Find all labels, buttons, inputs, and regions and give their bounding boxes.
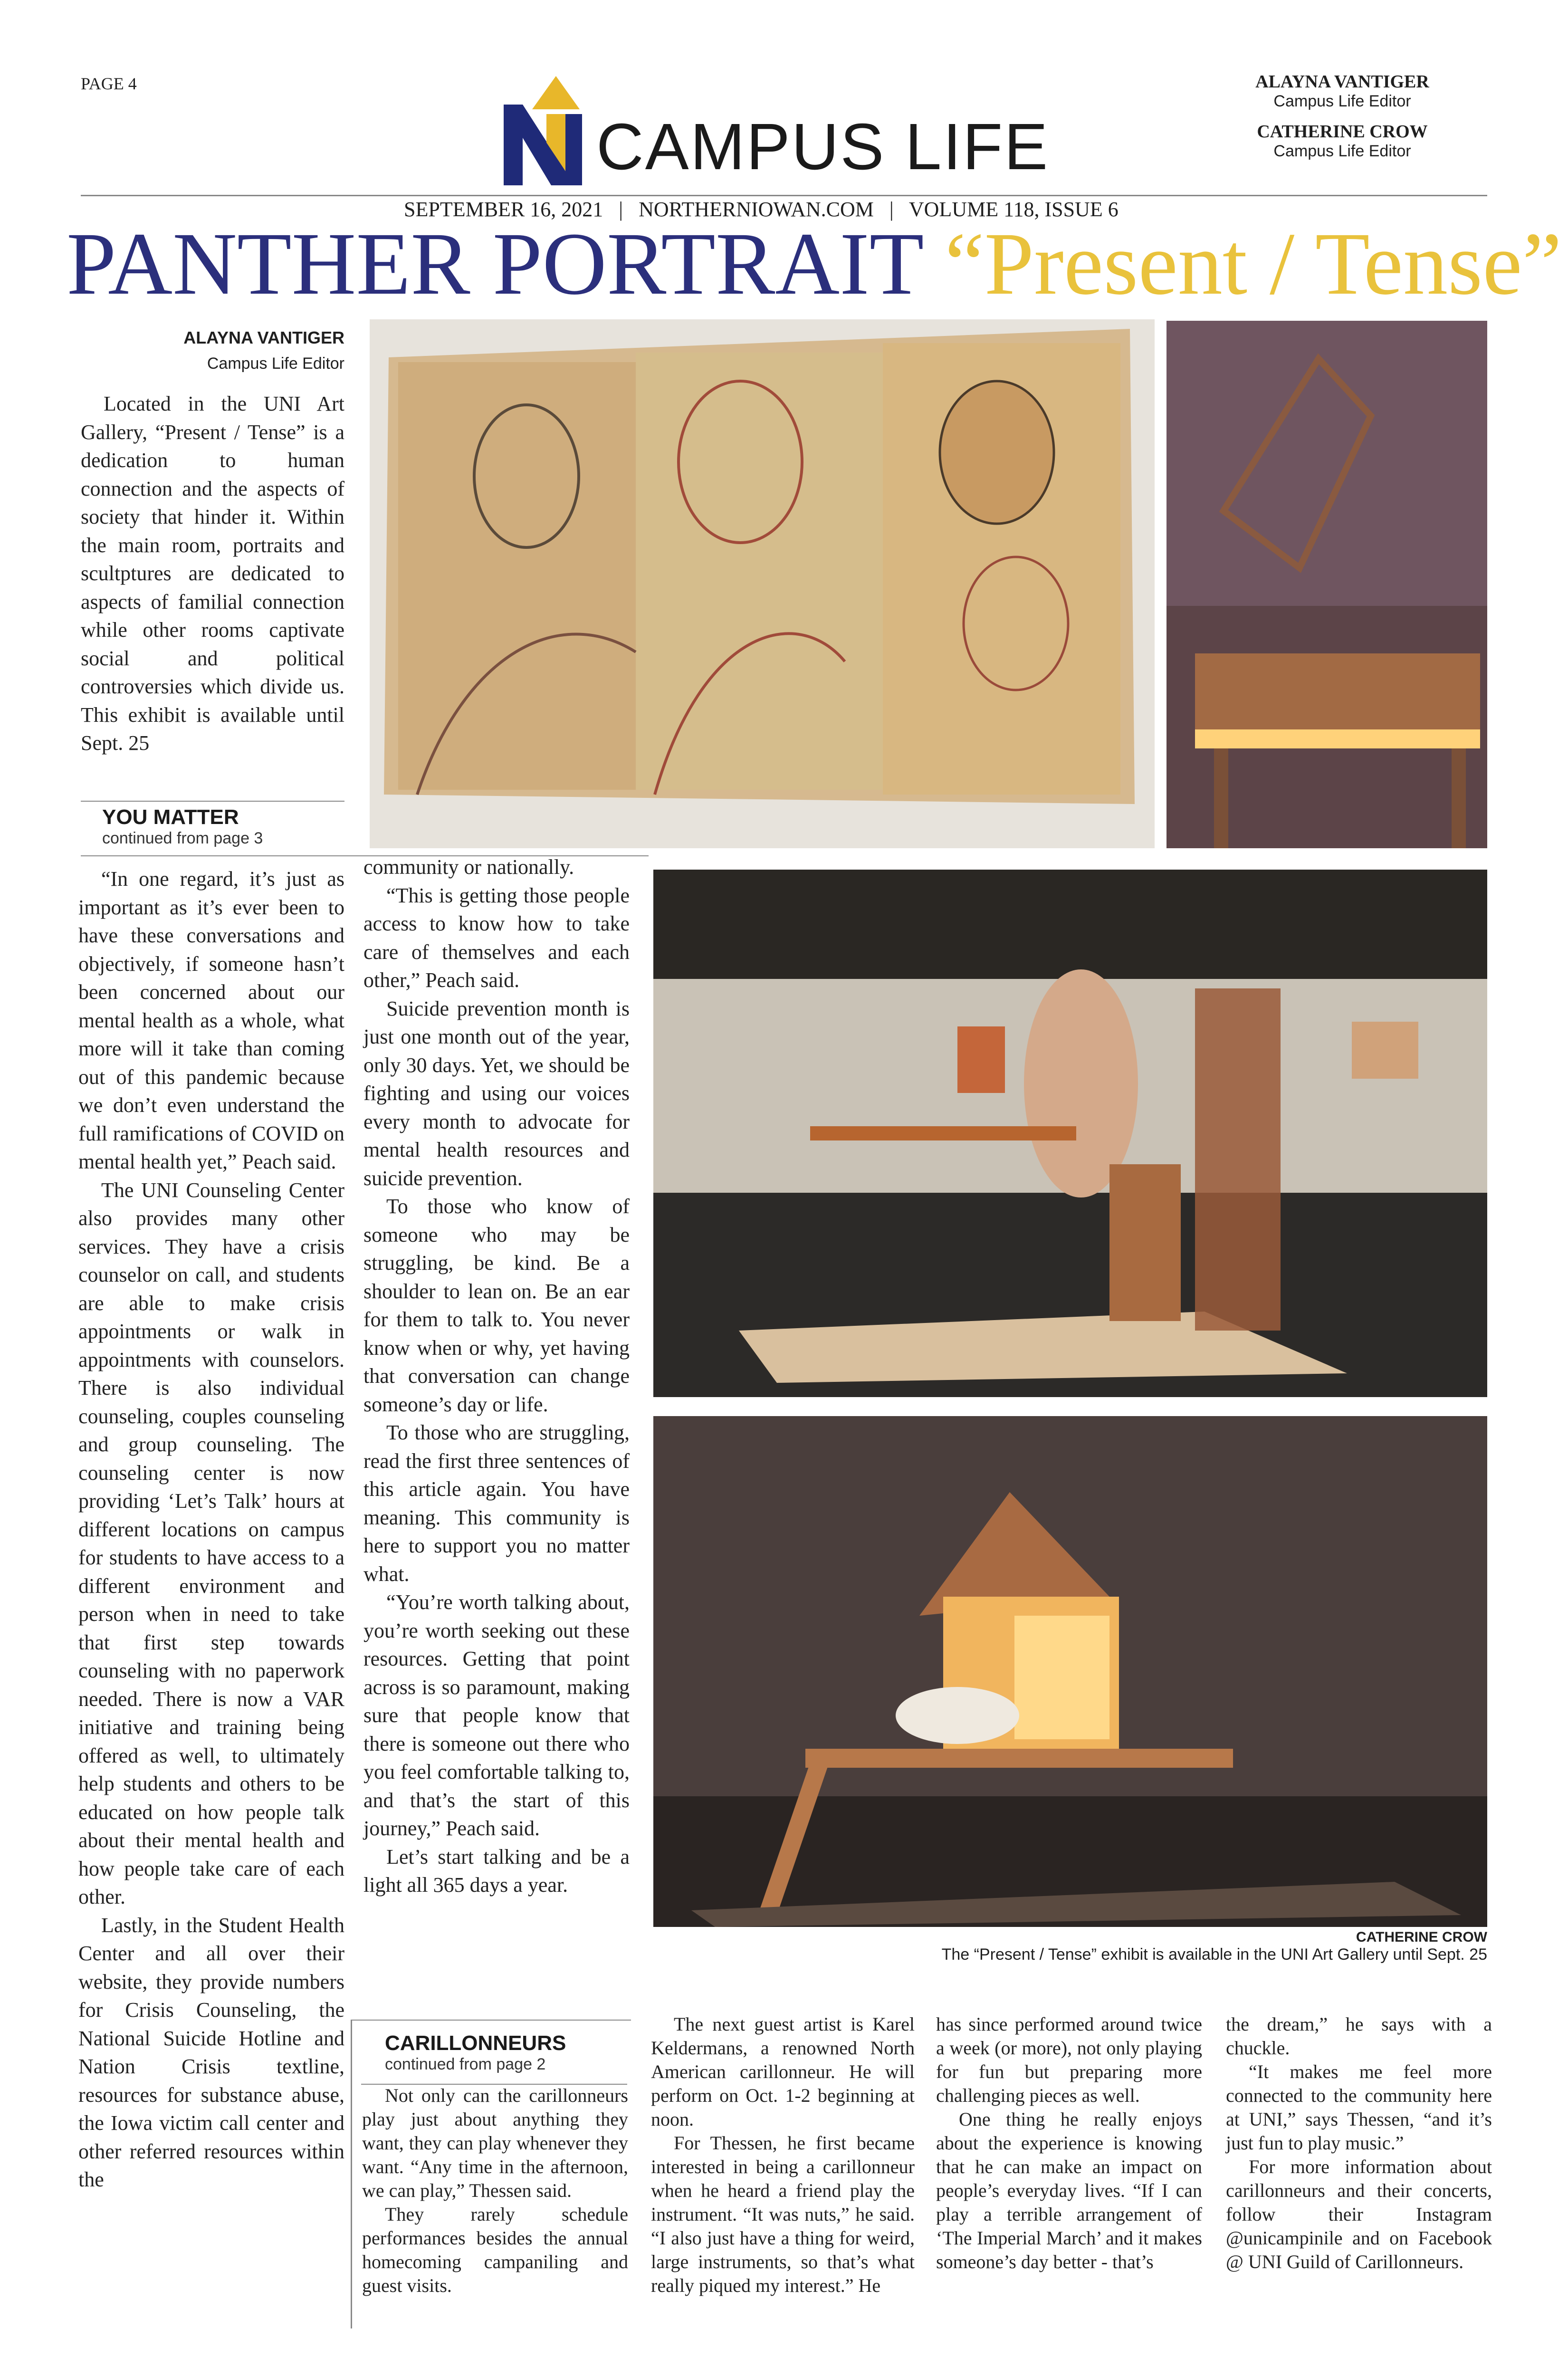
photo-house-sculpture [653,1416,1487,1927]
you-matter-header [102,805,263,848]
editor-name-1: ALAYNA VANTIGER [1255,72,1429,92]
photo-credit [653,1929,1487,1964]
editor-block [1235,71,1449,161]
photo-gallery-room [653,870,1487,1397]
headline-main: PANTHER PORTRAIT [67,214,923,313]
photo-chair-sculpture [1166,321,1487,848]
carillonneurs-title: CARILLONNEURS [385,2031,566,2055]
carillonneurs-para: The next guest artist is Karel Keldermans, a renowned North American carillonneur. He will perform on Oct. 1-2 beginning at noon. [651,2013,915,2130]
carillonneurs-para: Not only can the carillonneurs play just about anything they want, they can play whenever they want. “Any time in the afternoon, we can play,” Thessen said. [362,2085,628,2201]
story-intro [81,390,344,757]
headline [67,216,1562,311]
photo-portrait-painting [370,319,1155,848]
campus-life-logo [494,76,589,185]
carillonneurs-header [385,2031,566,2074]
story-intro-text: Located in the UNI Art Gallery, “Present / Tense” is a dedication to human connection and the aspects of society that hinder it. Within the main room, portraits and scultptures are dedicated to aspects of familial connection while other rooms captivate social and political controversies which divide us. This exhibit is available until Sept. 25 [81,392,344,755]
you-matter-title: YOU MATTER [102,805,239,829]
editor-role-1: Campus Life Editor [1273,92,1411,110]
photo-credit-caption: The “Present / Tense” exhibit is available in the UNI Art Gallery until Sept. 25 [941,1945,1487,1964]
carillonneurs-col4 [1226,2012,1492,2274]
carillonneurs-para: the dream,” he says with a chuckle. [1226,2013,1492,2059]
you-matter-continued: continued from page 3 [102,829,263,847]
you-matter-para: The UNI Counseling Center also provides many other services. They have a crisis counselor on call, and students are able to make crisis appointments or walk in appointments with counselors. There is also individual counseling, couples counseling and group counseling. The counseling center is now providing ‘Let’s Talk’ hours at different locations on campus for students to have access to a different environment and person when in need to take that first step towards counseling with no paperwork needed. There is now a VAR initiative and training being offered as well, to ultimately help students and others to be educated on how people talk about their mental health and how people take care of each other. [78,1178,344,1908]
story-byline-role: Campus Life Editor [207,354,344,373]
carillonneurs-col1 [362,2084,628,2298]
you-matter-col2 [363,853,630,1899]
you-matter-para: “You’re worth talking about, you’re worth seeking out these resources. Getting that point across is so paramount, making sure that people know that there is someone out there who you feel comfortable talking to, and that’s the start of this journey,” Peach said. [363,1590,630,1840]
section-title: CAMPUS LIFE [596,110,1050,183]
you-matter-col1 [78,865,344,2194]
headline-sub: “Present / Tense” [945,214,1562,313]
page-number: PAGE 4 [81,74,137,93]
you-matter-para: “In one regard, it’s just as important as it’s ever been to have these conversations and objectively, if someone hasn’t been concerned about our mental health as a whole, what more will it take than coming out of this pandemic because we don’t even understand the full ramifications of COVID on mental health yet,” Peach said. [78,867,344,1173]
you-matter-rule [81,801,344,802]
carillonneurs-continued: continued from page 2 [385,2055,546,2073]
you-matter-para: “This is getting those people access to know how to take care of themselves and each other,” Peach said. [363,883,630,992]
carillonneurs-rule-left [351,2020,352,2328]
you-matter-para: Let’s start talking and be a light all 365 days a year. [363,1845,630,1897]
carillonneurs-para: “It makes me feel more connected to the community here at UNI,” says Thessen, “and it’s just fun to play music.” [1226,2061,1492,2154]
story-byline [81,328,344,373]
carillonneurs-para: For Thessen, he first became interested in being a carillonneur when he heard a friend play the instrument. “It was nuts,” he said. “I also just have a thing for weird, large instruments, so that’s what really piqued my interest.” He [651,2132,915,2296]
carillonneurs-col3 [936,2012,1202,2274]
story-byline-name: ALAYNA VANTIGER [183,328,344,347]
you-matter-para: To those who know of someone who may be struggling, be kind. Be a shoulder to lean on. Be an ear for them to talk to. You never know when or why, yet having that conversation can change someone’s day or life. [363,1195,630,1416]
photo-credit-name: CATHERINE CROW [1356,1929,1487,1945]
carillonneurs-rule-top [351,2020,631,2021]
you-matter-para: To those who are struggling, read the first three sentences of this article again. You have meaning. This community is here to support you no matter what. [363,1421,630,1586]
dateline: SEPTEMBER 16, 2021 | NORTHERNIOWAN.COM | VOLUME 118, ISSUE 6 [404,198,1119,221]
carillonneurs-para: One thing he really enjoys about the experience is knowing that he can make an impact on people’s everyday lives. “If I can play a terrible arrangement of ‘The Imperial March’ and it makes someone’s day better - that’s [936,2108,1202,2272]
carillonneurs-para: For more information about carillonneurs and their concerts, follow their Instagram @unicampinile and on Facebook @ UNI Guild of Carillonneurs. [1226,2156,1492,2272]
you-matter-para: Lastly, in the Student Health Center and all over their website, they provide numbers for Crisis Counseling, the National Suicide Hotline and Nation Crisis textline, resources for substance abuse, the Iowa victim call center and other referred resources within the [78,1913,344,2191]
you-matter-para: community or nationally. [363,855,574,879]
carillonneurs-para: has since performed around twice a week (or more), not only playing for fun but preparing more challenging pieces as well. [936,2013,1202,2106]
you-matter-para: Suicide prevention month is just one month out of the year, only 30 days. Yet, we should be fighting and using our voices every month to advocate for mental health resources and suicide prevention. [363,996,630,1190]
editor-name-2: CATHERINE CROW [1257,122,1428,142]
header-rule [81,195,1487,196]
editor-role-2: Campus Life Editor [1273,142,1411,160]
carillonneurs-col2 [651,2012,915,2298]
carillonneurs-para: They rarely schedule performances besides the annual homecoming campaniling and guest visits. [362,2204,628,2296]
